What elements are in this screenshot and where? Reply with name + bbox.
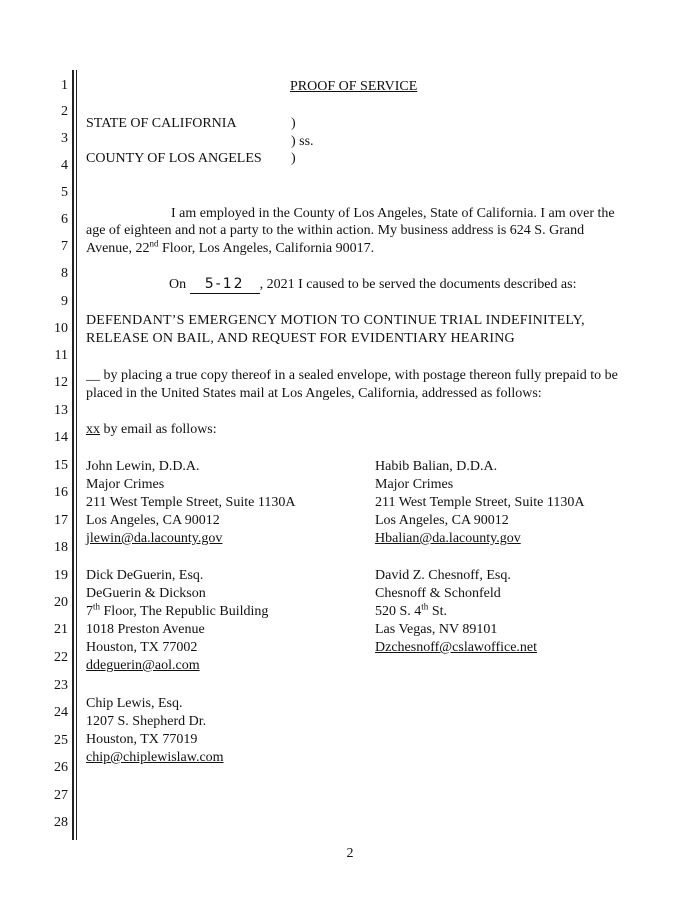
email-check-mark: xx: [86, 422, 100, 437]
line-number: 1: [61, 78, 68, 93]
recipient-org: Chesnoff & Schonfeld: [375, 586, 501, 601]
recipient-name: Dick DeGuerin, Esq.: [86, 568, 204, 583]
body-text: I am employed in the County of Los Angeles, State of California. I am over the: [171, 206, 615, 221]
recipient-city: Houston, TX 77019: [86, 732, 198, 747]
line-number: 19: [54, 568, 68, 583]
recipient-city: Las Vegas, NV 89101: [375, 622, 498, 637]
line-number: 28: [54, 815, 68, 830]
line-number: 21: [54, 622, 68, 637]
line-number: 12: [54, 375, 68, 390]
handwritten-date: 5-12: [204, 276, 245, 292]
served-on-line: On 5-12 , 2021 I caused to be served the documents described as:: [169, 276, 577, 292]
motion-title: RELEASE ON BAIL, AND REQUEST FOR EVIDENTIARY HEARING: [86, 331, 515, 346]
line-number: 25: [54, 733, 68, 748]
email-service-line: xx by email as follows:: [86, 422, 217, 437]
line-number: 10: [54, 321, 68, 336]
line-number: 11: [54, 348, 68, 363]
line-number: 14: [54, 430, 68, 445]
line-number: 3: [61, 131, 68, 146]
recipient-street: 520 S. 4th St.: [375, 601, 447, 619]
recipient-org: Major Crimes: [86, 477, 165, 492]
recipient-name: John Lewin, D.D.A.: [86, 459, 200, 474]
line-number: 6: [61, 212, 68, 227]
recipient-name: Habib Balian, D.D.A.: [375, 459, 498, 474]
margin-rule: [72, 70, 74, 840]
line-number: 17: [54, 513, 68, 528]
line-number: 24: [54, 705, 68, 720]
line-number: 15: [54, 458, 68, 473]
motion-title: DEFENDANT’S EMERGENCY MOTION TO CONTINUE TRIAL INDEFINITELY,: [86, 313, 585, 328]
recipient-city: Houston, TX 77002: [86, 640, 198, 655]
caption-county: COUNTY OF LOS ANGELES: [86, 151, 262, 166]
line-number: 16: [54, 485, 68, 500]
body-text: Avenue, 22nd Floor, Los Angeles, California 90017.: [86, 238, 375, 256]
caption-ss: ) ss.: [291, 134, 314, 149]
recipient-email-link[interactable]: chip@chiplewislaw.com: [86, 750, 224, 765]
margin-rule: [76, 70, 77, 840]
caption-state: STATE OF CALIFORNIA: [86, 116, 237, 131]
line-number: 23: [54, 678, 68, 693]
recipient-name: Chip Lewis, Esq.: [86, 696, 183, 711]
line-number: 7: [61, 239, 68, 254]
recipient-email-link[interactable]: ddeguerin@aol.com: [86, 658, 200, 673]
page-title: PROOF OF SERVICE: [290, 79, 418, 94]
recipient-street: 211 West Temple Street, Suite 1130A: [86, 495, 296, 510]
recipient-floor: 7th Floor, The Republic Building: [86, 601, 269, 619]
recipient-email-link[interactable]: Dzchesnoff@cslawoffice.net: [375, 640, 538, 655]
mail-service-text: __ by placing a true copy thereof in a sealed envelope, with postage thereon fully prepaid to be: [86, 368, 618, 383]
recipient-email-link[interactable]: Hbalian@da.lacounty.gov: [375, 531, 521, 546]
line-number: 20: [54, 595, 68, 610]
recipient-email-link[interactable]: jlewin@da.lacounty.gov: [86, 531, 223, 546]
caption-paren: ): [291, 116, 296, 131]
line-number: 8: [61, 266, 68, 281]
line-number: 27: [54, 788, 68, 803]
line-number: 18: [54, 540, 68, 555]
recipient-city: Los Angeles, CA 90012: [86, 513, 220, 528]
recipient-street: 211 West Temple Street, Suite 1130A: [375, 495, 585, 510]
caption-paren: ): [291, 151, 296, 166]
body-text: age of eighteen and not a party to the within action. My business address is 624 S. Grand: [86, 223, 585, 238]
line-number: 9: [61, 294, 68, 309]
recipient-street: 1207 S. Shepherd Dr.: [86, 714, 207, 729]
page-number: 2: [346, 846, 354, 861]
recipient-org: DeGuerin & Dickson: [86, 586, 206, 601]
recipient-name: David Z. Chesnoff, Esq.: [375, 568, 511, 583]
line-number: 4: [61, 158, 68, 173]
recipient-org: Major Crimes: [375, 477, 454, 492]
mail-service-text: placed in the United States mail at Los Angeles, California, addressed as follows:: [86, 386, 542, 401]
line-number: 22: [54, 650, 68, 665]
line-number: 5: [61, 185, 68, 200]
recipient-city: Los Angeles, CA 90012: [375, 513, 509, 528]
served-date-field: [190, 276, 260, 294]
line-number: 13: [54, 403, 68, 418]
line-number: 26: [54, 760, 68, 775]
line-number: 2: [61, 104, 68, 119]
recipient-street: 1018 Preston Avenue: [86, 622, 205, 637]
